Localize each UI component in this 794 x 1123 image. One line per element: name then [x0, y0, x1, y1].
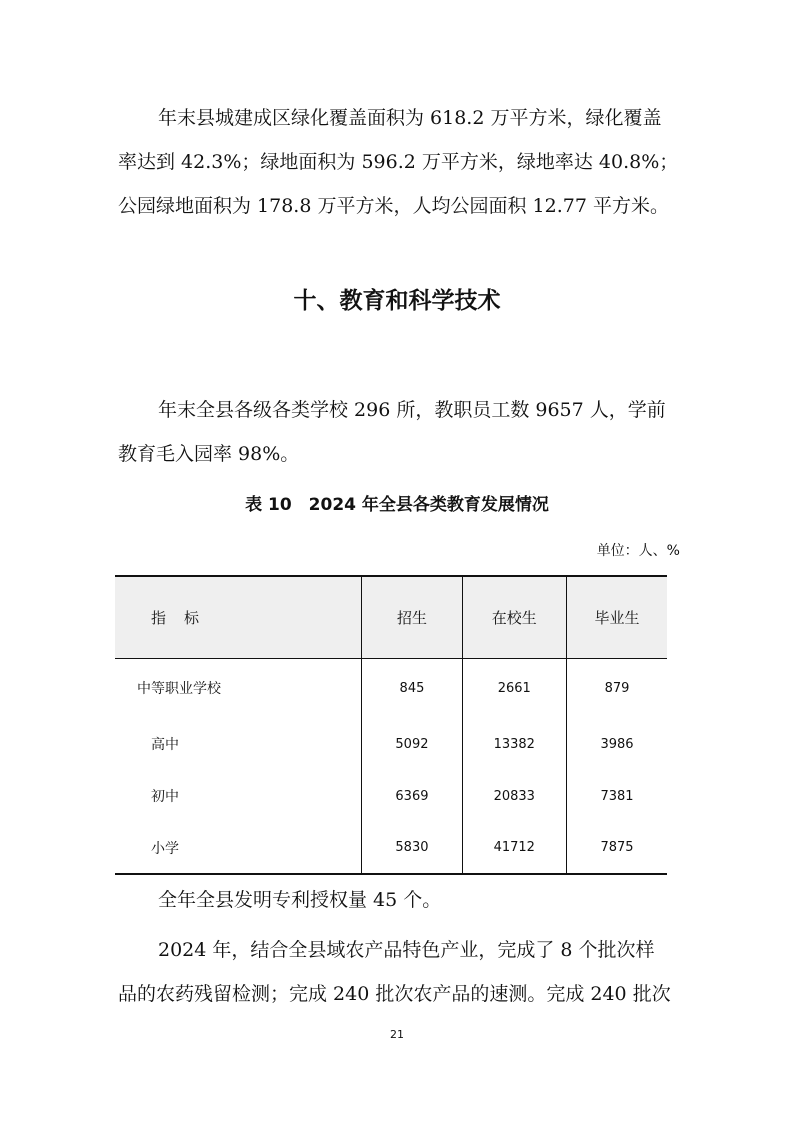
cell-in-school: 20833	[462, 770, 566, 822]
cell-in-school: 41712	[462, 822, 566, 874]
table-row	[115, 770, 667, 822]
header-indicator: 指标	[115, 576, 362, 658]
text-line: 年末县城建成区绿化覆盖面积为 618.2 万平方米，绿化覆盖	[158, 107, 662, 129]
table-row	[115, 822, 667, 874]
row-label: 小学	[115, 822, 362, 874]
cell-in-school: 13382	[462, 718, 566, 770]
cell-graduates: 879	[566, 658, 667, 718]
text-line: 年末全县各级各类学校 296 所，教职员工数 9657 人，学前	[158, 399, 666, 421]
header-in-school: 在校生	[462, 576, 566, 658]
cell-in-school: 2661	[462, 658, 566, 718]
text-line: 全年全县发明专利授权量 45 个。	[158, 889, 442, 911]
text-line: 公园绿地面积为 178.8 万平方米，人均公园面积 12.77 平方米。	[118, 195, 669, 217]
row-label: 高中	[151, 737, 179, 753]
table-header-row	[115, 576, 667, 658]
cell-graduates: 7875	[566, 822, 667, 874]
table-row	[115, 658, 667, 718]
header-enrollment: 招生	[362, 576, 462, 658]
cell-enrollment: 6369	[362, 770, 462, 822]
cell-enrollment: 5830	[362, 822, 462, 874]
cell-graduates: 7381	[566, 770, 667, 822]
header-graduates: 毕业生	[566, 576, 667, 658]
text-line: 品的农药残留检测；完成 240 批次农产品的速测。完成 240 批次	[118, 983, 671, 1005]
paragraph-patents	[118, 878, 678, 922]
row-label: 初中	[151, 789, 179, 805]
text-line: 率达到 42.3%；绿地面积为 596.2 万平方米，绿地率达 40.8%；	[118, 151, 679, 173]
page-number: 21	[390, 1028, 404, 1041]
text-line: 教育毛入园率 98%。	[118, 443, 300, 465]
table-row	[115, 718, 667, 770]
text-line: 2024 年，结合全县域农产品特色产业，完成了 8 个批次样	[158, 939, 655, 961]
cell-enrollment: 845	[362, 658, 462, 718]
table-unit: 单位：人、%	[596, 543, 680, 559]
section-heading: 十、教育和科学技术	[293, 288, 501, 314]
cell-enrollment: 5092	[362, 718, 462, 770]
paragraph-greening	[118, 96, 678, 228]
education-table	[115, 575, 667, 875]
row-label: 中等职业学校	[137, 681, 221, 698]
cell-graduates: 3986	[566, 718, 667, 770]
table-title: 表 10 2024 年全县各类教育发展情况	[245, 495, 549, 515]
paragraph-schools	[118, 388, 678, 476]
paragraph-agriculture	[118, 928, 678, 1016]
